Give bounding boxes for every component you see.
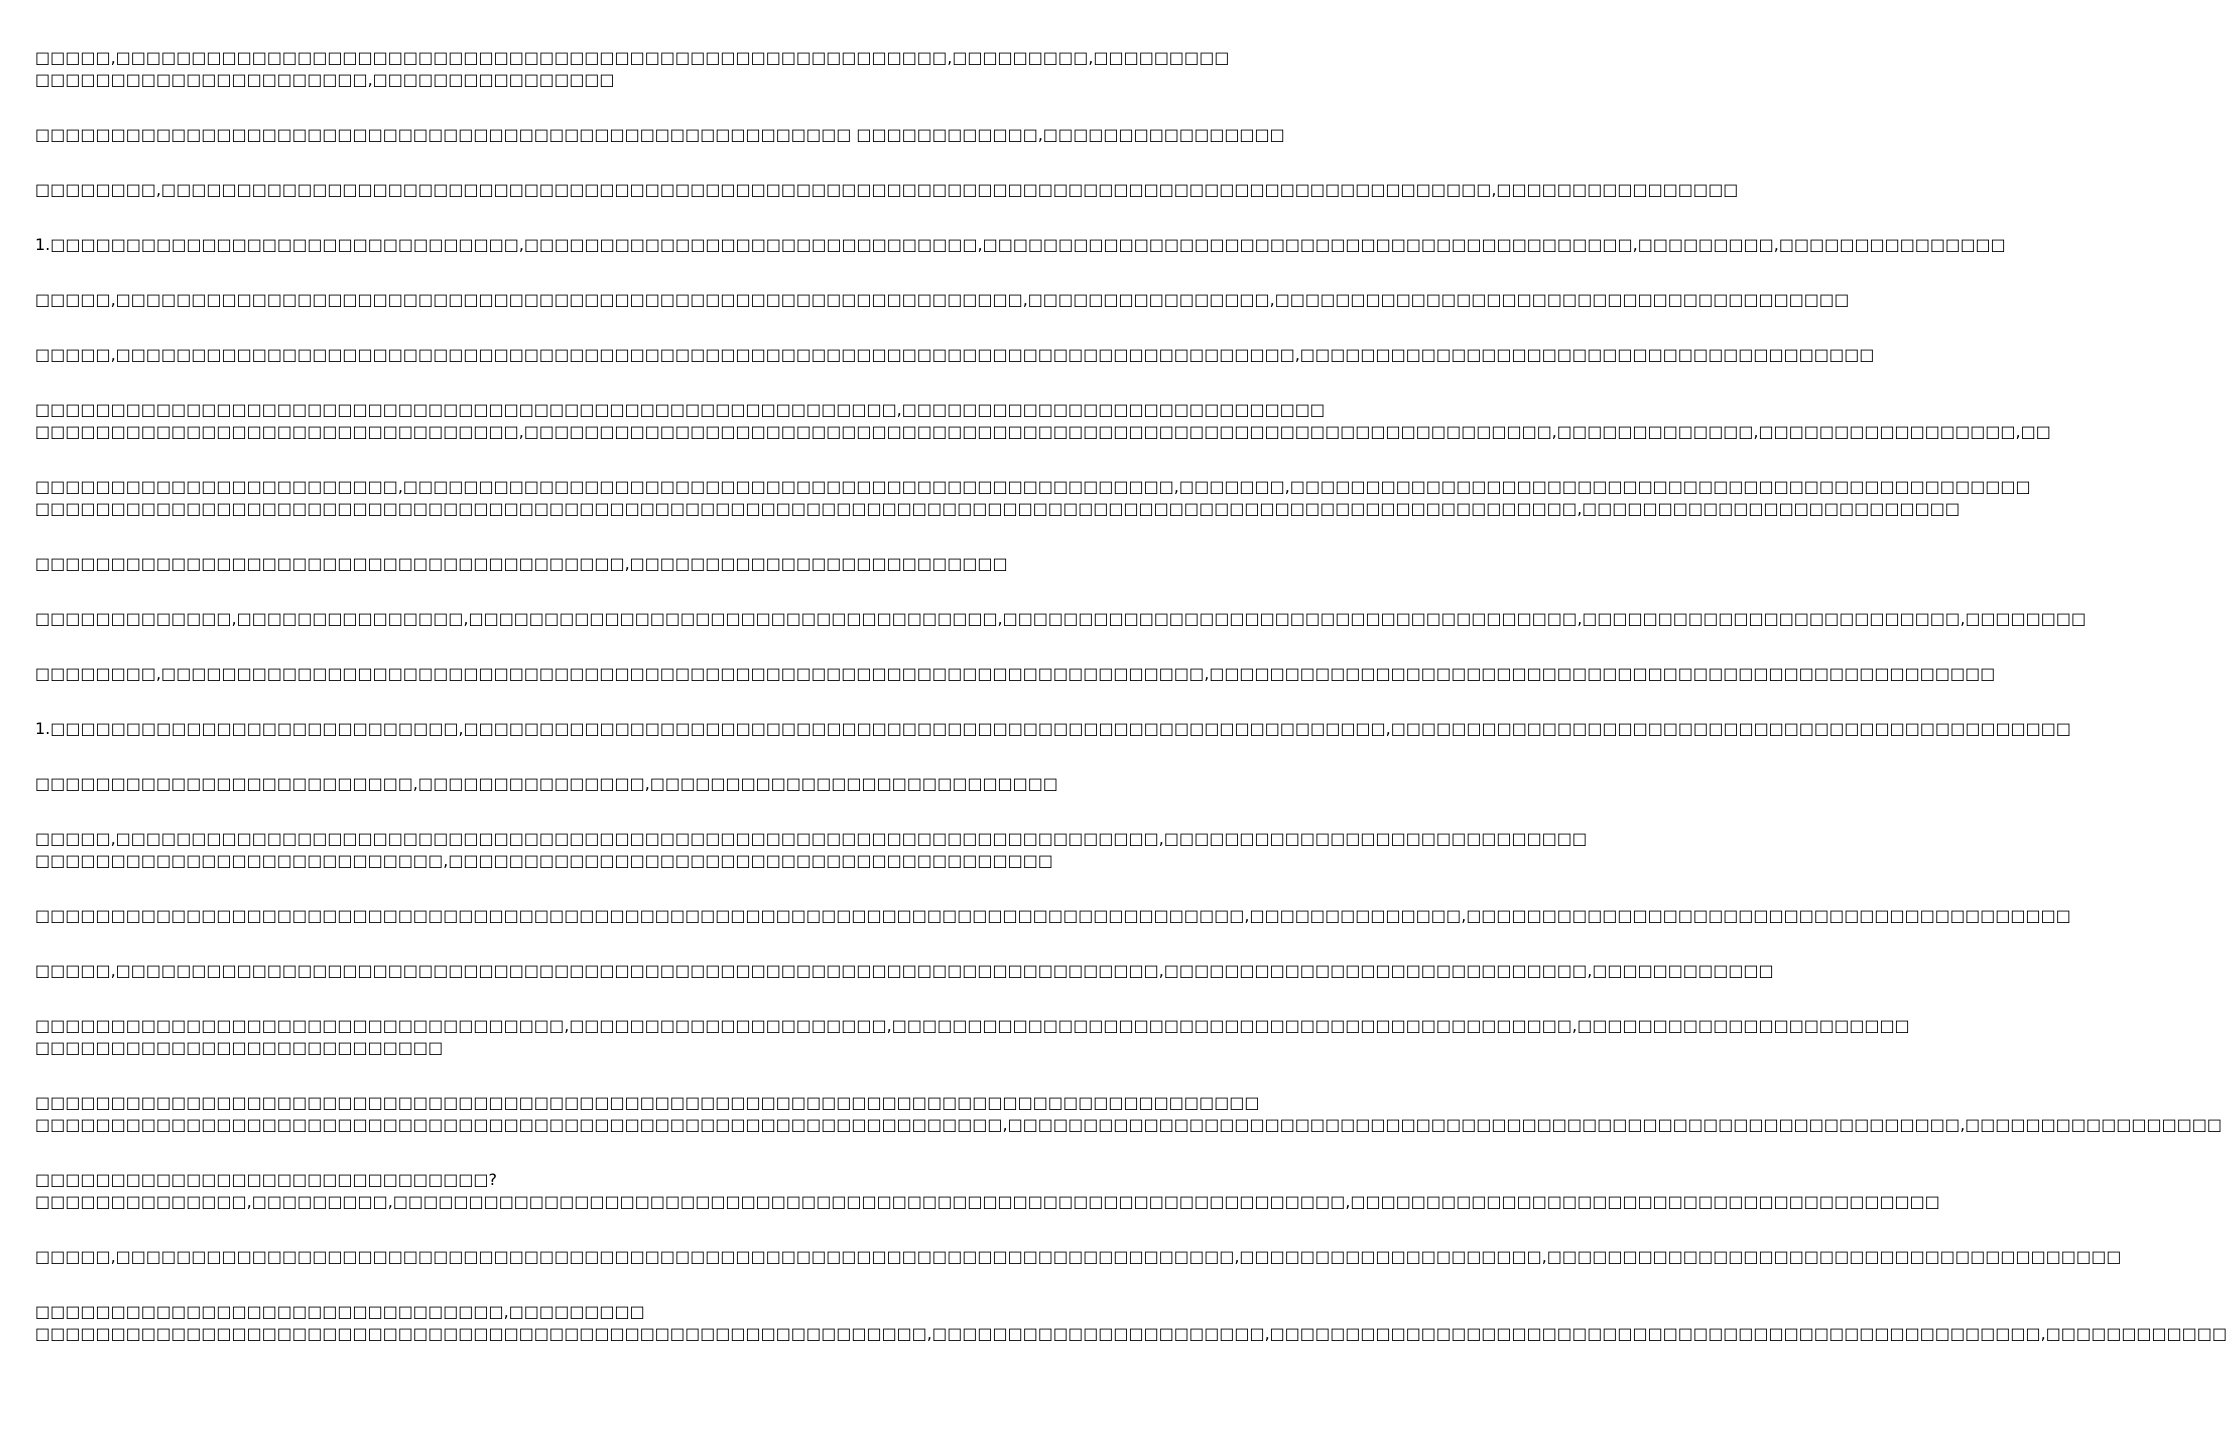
text-line: □□□□□□□□□□□□□□□□□□□□□□□□□□□,□□□□□□□□□□□□□□□□□□□□□□□□□□□□□□□□□□□□□□□□ xyxy=(35,851,1053,870)
paragraph xyxy=(35,718,2072,740)
text-line: □□□□□□□□□□□□□□□□□□□□□□□□□□□□□□□□□□□□□□□□□□□□□□□□□□□□□□□□□,□□□□□□□□□□□□□□□□□□□□□□□□□□□□ xyxy=(35,400,1326,419)
paragraph xyxy=(35,289,1850,311)
text-line: □□□□□□□□□□□□□□□□□□□□□□□□□□□□□□□□□□□,□□□□□□□□□□□□□□□□□□□□□,□□□□□□□□□□□□□□□□□□□□□□□□□□□□□□□□□□□□□□□□□□□□□,□□□□□□□□□□□□□□□□□□□□□□ xyxy=(35,1016,1910,1035)
text-line: 1.□□□□□□□□□□□□□□□□□□□□□□□□□□□,□□□□□□□□□□□□□□□□□□□□□□□□□□□□□□□□□□□□□□□□□□□□□□□□□□□□□□□□□□□□□,□□□□□□□□□□□□□□□□□□□□□□□□□□□□□□□□□□□□□□□□□□□□□ xyxy=(35,719,2072,738)
text-line: □□□□□□□□□□□□□□□□□□□□□□□□□□□□□□? xyxy=(35,1170,498,1189)
text-line: □□□□□□□□,□□□□□□□□□□□□□□□□□□□□□□□□□□□□□□□□□□□□□□□□□□□□□□□□□□□□□□□□□□□□□□□□□□□□□,□□□□□□□□□□□□□□□□□□□□□□□□□□□□□□□□□□□□□□□□□□□□□□□□□□□□ xyxy=(35,664,1996,683)
text-line: □□□□□□□□,□□□□□□□□□□□□□□□□□□□□□□□□□□□□□□□□□□□□□□□□□□□□□□□□□□□□□□□□□□□□□□□□□□□□□□□□□□□□□□□□□□□□□□□□,□□□□□□□□□□□□□□□□ xyxy=(35,180,1739,199)
paragraph xyxy=(35,553,1008,575)
text-line: 1.□□□□□□□□□□□□□□□□□□□□□□□□□□□□□□□,□□□□□□□□□□□□□□□□□□□□□□□□□□□□□□,□□□□□□□□□□□□□□□□□□□□□□□□□□□□□□□□□□□□□□□□□□□,□□□□□□□□□,□□□□□□□□□□□□□□□ xyxy=(35,235,2006,254)
paragraph xyxy=(35,179,1739,201)
paragraph xyxy=(35,1015,1910,1059)
text-line: □□□□□,□□□□□□□□□□□□□□□□□□□□□□□□□□□□□□□□□□□□□□□□□□□□□□□□□□□□□□□□□□□□,□□□□□□□□□□□□□□□□,□□□□□□□□□□□□□□□□□□□□□□□□□□□□□□□□□□□□□□ xyxy=(35,290,1850,309)
paragraph xyxy=(35,608,2087,630)
paragraph xyxy=(35,1092,2223,1136)
paragraph xyxy=(35,905,2071,927)
text-line: □□□□□□□□□□□□□,□□□□□□□□□□□□□□□,□□□□□□□□□□□□□□□□□□□□□□□□□□□□□□□□□□□,□□□□□□□□□□□□□□□□□□□□□□□□□□□□□□□□□□□□□□,□□□□□□□□□□□□□□□□□□□□□□□□□,□□□□□□□□ xyxy=(35,609,2087,628)
paragraph xyxy=(35,476,2031,520)
text-line: □□□□□,□□□□□□□□□□□□□□□□□□□□□□□□□□□□□□□□□□□□□□□□□□□□□□□□□□□□□□□□□□□□□□□□□□□□□,□□□□□□□□□□□□□□□□□□□□□□□□□□□□ xyxy=(35,829,1588,848)
document-body xyxy=(35,47,2227,1378)
paragraph xyxy=(35,399,2051,443)
text-line: □□□□□□□□□□□□□□□□□□□□□□,□□□□□□□□□□□□□□□□ xyxy=(35,70,615,89)
text-line: □□□□□,□□□□□□□□□□□□□□□□□□□□□□□□□□□□□□□□□□□□□□□□□□□□□□□□□□□□□□□□□□□□□□□□□□□□□□□□□□,□□□□□□□□□□□□□□□□□□□□,□□□□□□□□□□□□□□□□□□□□□□□□□□□□□□□□□□□□□□ xyxy=(35,1247,2122,1266)
paragraph xyxy=(35,663,1996,685)
text-line: □□□□□□□□□□□□□□□□□□□□□□□□□□□ xyxy=(35,1038,444,1057)
text-line: □□□□□□□□□□□□□□□□□□□□□□□□□□□□□□□□□□□□□□□,□□□□□□□□□□□□□□□□□□□□□□□□□ xyxy=(35,554,1008,573)
text-line: □□□□□□□□□□□□□□□□□□□□□□□□,□□□□□□□□□□□□□□□□□□□□□□□□□□□□□□□□□□□□□□□□□□□□□□□□□□□,□□□□□□□,□□□□□□□□□□□□□□□□□□□□□□□□□□□□□□□□□□□□□□□□□□□□□□□□□ xyxy=(35,477,2031,496)
text-line: □□□□□,□□□□□□□□□□□□□□□□□□□□□□□□□□□□□□□□□□□□□□□□□□□□□□□□□□□□□□□□□□□□□□□□□□□□□,□□□□□□□□□□□□□□□□□□□□□□□□□□□□,□□□□□□□□□□□□ xyxy=(35,961,1774,980)
text-line: □□□□□,□□□□□□□□□□□□□□□□□□□□□□□□□□□□□□□□□□□□□□□□□□□□□□□□□□□□□□□□□□□□□□□□□□□□□□□□□□□□□□,□□□□□□□□□□□□□□□□□□□□□□□□□□□□□□□□□□□□□□ xyxy=(35,345,1875,364)
paragraph xyxy=(35,234,2006,256)
paragraph xyxy=(35,47,1230,91)
text-line: □□□□□,□□□□□□□□□□□□□□□□□□□□□□□□□□□□□□□□□□□□□□□□□□□□□□□□□□□□□□□,□□□□□□□□□,□□□□□□□□□ xyxy=(35,48,1230,67)
paragraph xyxy=(35,344,1875,366)
paragraph xyxy=(35,1301,2227,1345)
text-line: □□□□□□□□□□□□□□□□□□□□□□□□□□□□□□□□□□□□□□□□□□□□□□□□□□□□□□□□□□□□□□□□,□□□□□□□□□□□□□□□□□□□□□□□□□□□□□□□□□□□□□□□□□□□□□□□□□□□□□□□□□□□□□□□,□□□□□□□□□□□□□□□□□ xyxy=(35,1115,2223,1134)
text-line: □□□□□□□□□□□□□□□□□□□□□□□□□□□□□□□□□□□□□□□□□□□□□□□□□□□□□□□□□□□□□□□□□□□□□□□□□□□□□□□□□ xyxy=(35,1093,1260,1112)
text-line: □□□□□□□□□□□□□□□□□□□□□□□□□□□□□□□□□□□□□□□□□□□□□□□□□□□□□□□□□□□□□□□□□□□□□□□□□□□□□□□□□□□□□□□□□□□□□□□□□□□□□□,□□□□□□□□□□□□□□□□□□□□□□□□□ xyxy=(35,499,1960,518)
paragraph xyxy=(35,124,1285,146)
text-line: □□□□□□□□□□□□□□□□□□□□□□□□□□□□□□□□□□□□□□□□□□□□□□□□□□□□□□ □□□□□□□□□□□□,□□□□□□□□□□□□□□□□ xyxy=(35,125,1285,144)
text-line: □□□□□□□□□□□□□□□□□□□□□□□□□,□□□□□□□□□□□□□□□,□□□□□□□□□□□□□□□□□□□□□□□□□□□ xyxy=(35,774,1059,793)
paragraph xyxy=(35,1246,2122,1268)
text-line: □□□□□□□□□□□□□□□□□□□□□□□□□□□□□□□□,□□□□□□□□□□□□□□□□□□□□□□□□□□□□□□□□□□□□□□□□□□□□□□□□□□□□□□□□□□□□□□□□□□□□,□□□□□□□□□□□□□,□□□□□□□□□□□□□□□□□,□□ xyxy=(35,422,2051,441)
paragraph xyxy=(35,773,1059,795)
text-line: □□□□□□□□□□□□□□□□□□□□□□□□□□□□□□□,□□□□□□□□□ xyxy=(35,1302,645,1321)
text-line: □□□□□□□□□□□□□□,□□□□□□□□□,□□□□□□□□□□□□□□□□□□□□□□□□□□□□□□□□□□□□□□□□□□□□□□□□□□□□□□□□□□□□□□□,□□□□□□□□□□□□□□□□□□□□□□□□□□□□□□□□□□□□□□□ xyxy=(35,1192,1940,1211)
paragraph xyxy=(35,828,1588,872)
paragraph xyxy=(35,1169,1940,1213)
text-line: □□□□□□□□□□□□□□□□□□□□□□□□□□□□□□□□□□□□□□□□□□□□□□□□□□□□□□□□□□□,□□□□□□□□□□□□□□□□□□□□□□,□□□□□□□□□□□□□□□□□□□□□□□□□□□□□□□□□□□□□□□□□□□□□□□□□□□,□□□□□□□□□□□□ xyxy=(35,1324,2227,1343)
text-line: □□□□□□□□□□□□□□□□□□□□□□□□□□□□□□□□□□□□□□□□□□□□□□□□□□□□□□□□□□□□□□□□□□□□□□□□□□□□□□□□,□□□□□□□□□□□□□□,□□□□□□□□□□□□□□□□□□□□□□□□□□□□□□□□□□□□□□□□ xyxy=(35,906,2071,925)
paragraph xyxy=(35,960,1774,982)
